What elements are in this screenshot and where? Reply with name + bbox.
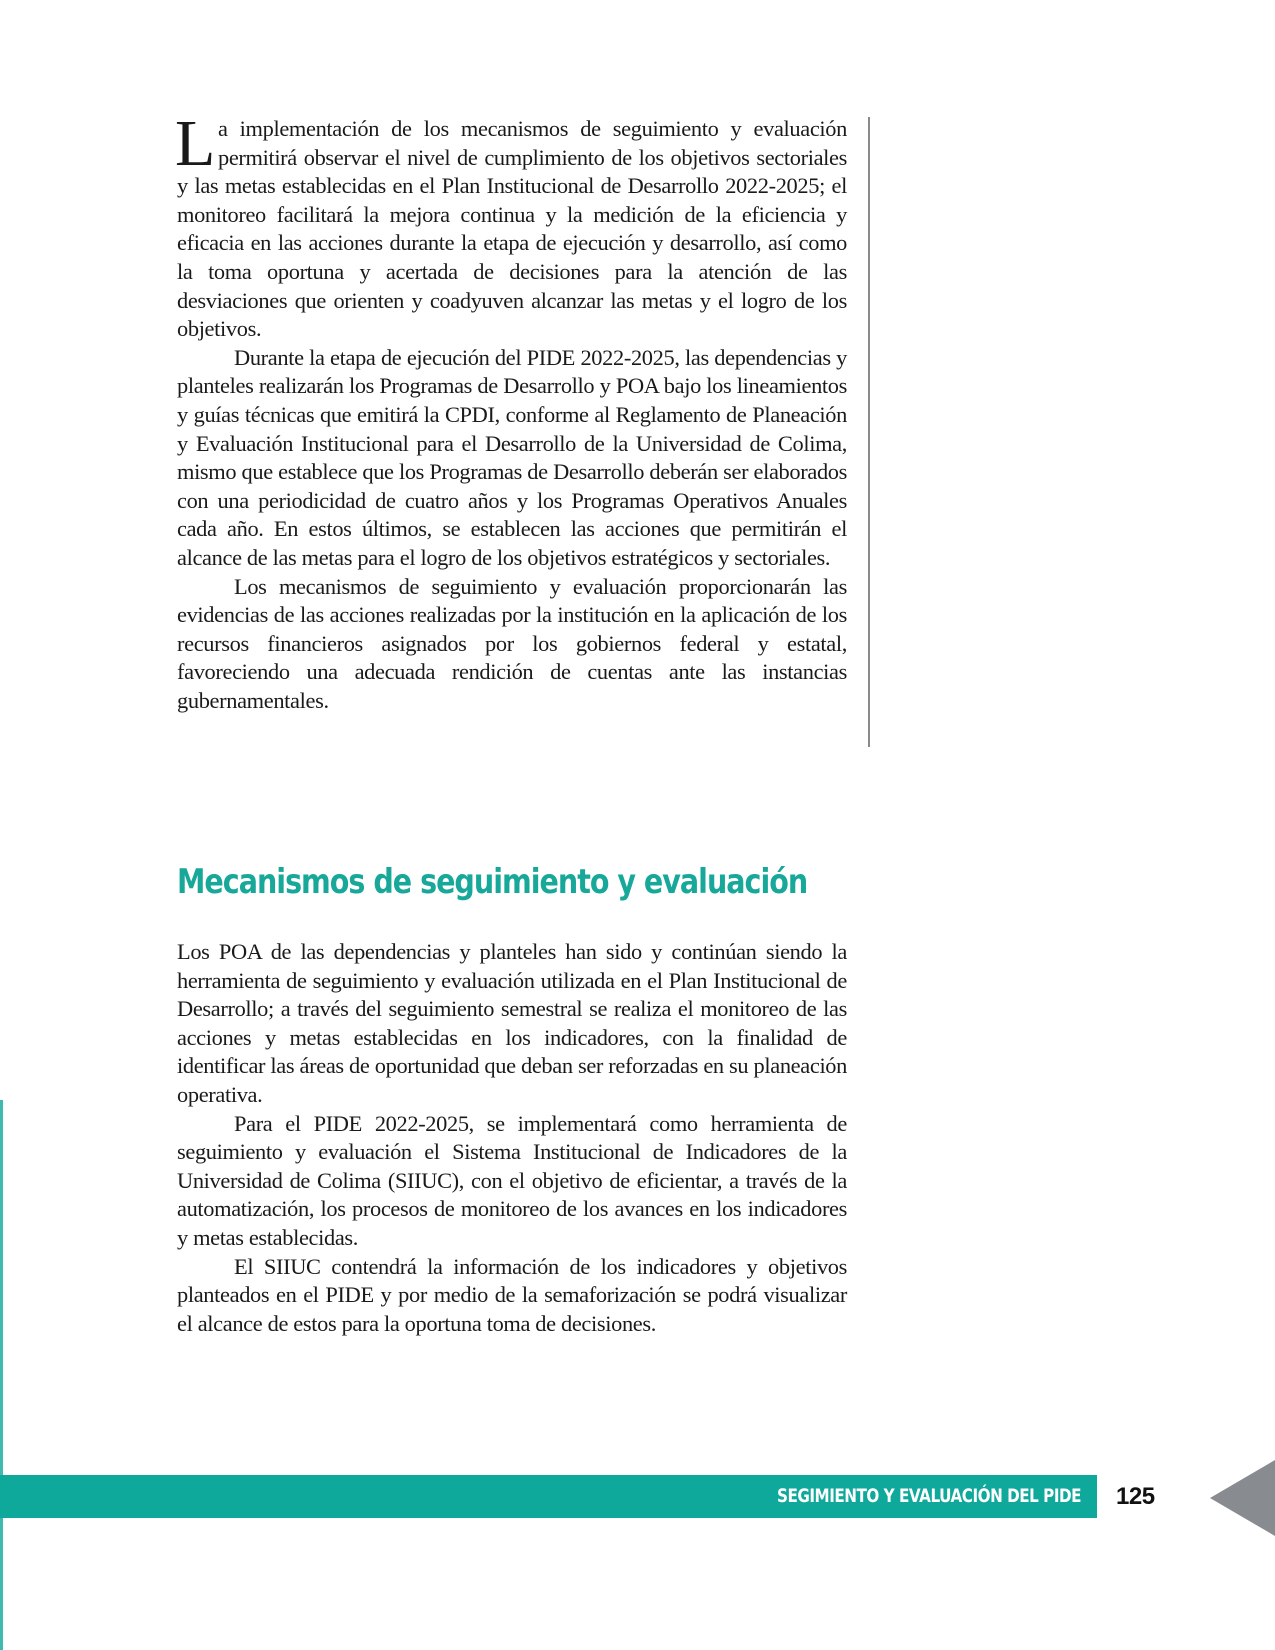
page-turn-triangle-icon [1210,1460,1275,1536]
intro-paragraph-3: Los mecanismos de seguimiento y evaluación proporcionarán las evidencias de las acciones realizadas por la institución en la aplicación de los recursos financieros asignados por los gobiernos federal y estatal, favoreciendo una adecuada rendición de cuentas ante las instancias gubernamentales. [177,573,847,713]
section-paragraph-1: Los POA de las dependencias y planteles han sido y continúan siendo la herramienta de seguimiento y evaluación utilizada en el Plan Institucional de Desarrollo; a través del seguimiento semestral se realiza el monitoreo de las acciones y metas establecidas en los indicadores, con la finalidad de identificar las áreas de oportunidad que deban ser reforzadas en su planeación operativa. [177,939,847,1107]
intro-paragraph-1 [175,107,847,344]
drop-cap: L [175,107,215,180]
intro-paragraph-1-text: a implementación de los mecanismos de seguimiento y evaluación permitirá observar el nivel de cumplimiento de los objetivos sectoriales y las metas establecidas en el Plan Institucional de Desarrollo 2022-2025; el monitoreo facilitará la mejora continua y la medición de la eficiencia y eficacia en las acciones durante la etapa de ejecución y desarrollo, así como la toma oportuna y acertada de decisiones para la atención de las desviaciones que orienten y coadyuven alcanzar las metas y el logro de los objetivos. [177,116,847,342]
intro-paragraph-2: Durante la etapa de ejecución del PIDE 2022-2025, las dependencias y planteles realizarán los Programas de Desarrollo y POA bajo los lineamientos y guías técnicas que emitirá la CPDI, conforme al Reglamento de Planeación y Evaluación Institucional para el Desarrollo de la Universidad de Colima, mismo que establece que los Programas de Desarrollo deberán ser elaborados con una periodicidad de cuatro años y los Programas Operativos Anuales cada año. En estos últimos, se establecen las acciones que permitirán el alcance de las metas para el logro de los objetivos estratégicos y sectoriales. [177,344,847,570]
column-divider-rule [868,117,870,747]
footer-band [0,1475,1097,1518]
triangle-shape [1210,1460,1275,1536]
section-heading: Mecanismos de seguimiento y evaluación [177,862,808,902]
intro-block [175,107,847,715]
running-title: SEGIMIENTO Y EVALUACIÓN DEL PIDE [776,1485,1081,1507]
page-edge-accent [0,1100,3,1650]
section-block [177,938,847,1338]
page-number: 125 [1116,1483,1155,1510]
section-paragraph-3: El SIIUC contendrá la información de los indicadores y objetivos planteados en el PIDE y por medio de la semaforización se podrá visualizar el alcance de estos para la oportuna toma de decisiones. [177,1253,847,1336]
section-paragraph-2: Para el PIDE 2022-2025, se implementará como herramienta de seguimiento y evaluación el Sistema Institucional de Indicadores de la Universidad de Colima (SIIUC), con el objetivo de eficientar, a través de la automatización, los procesos de monitoreo de los avances en los indicadores y metas establecidas. [177,1110,847,1250]
